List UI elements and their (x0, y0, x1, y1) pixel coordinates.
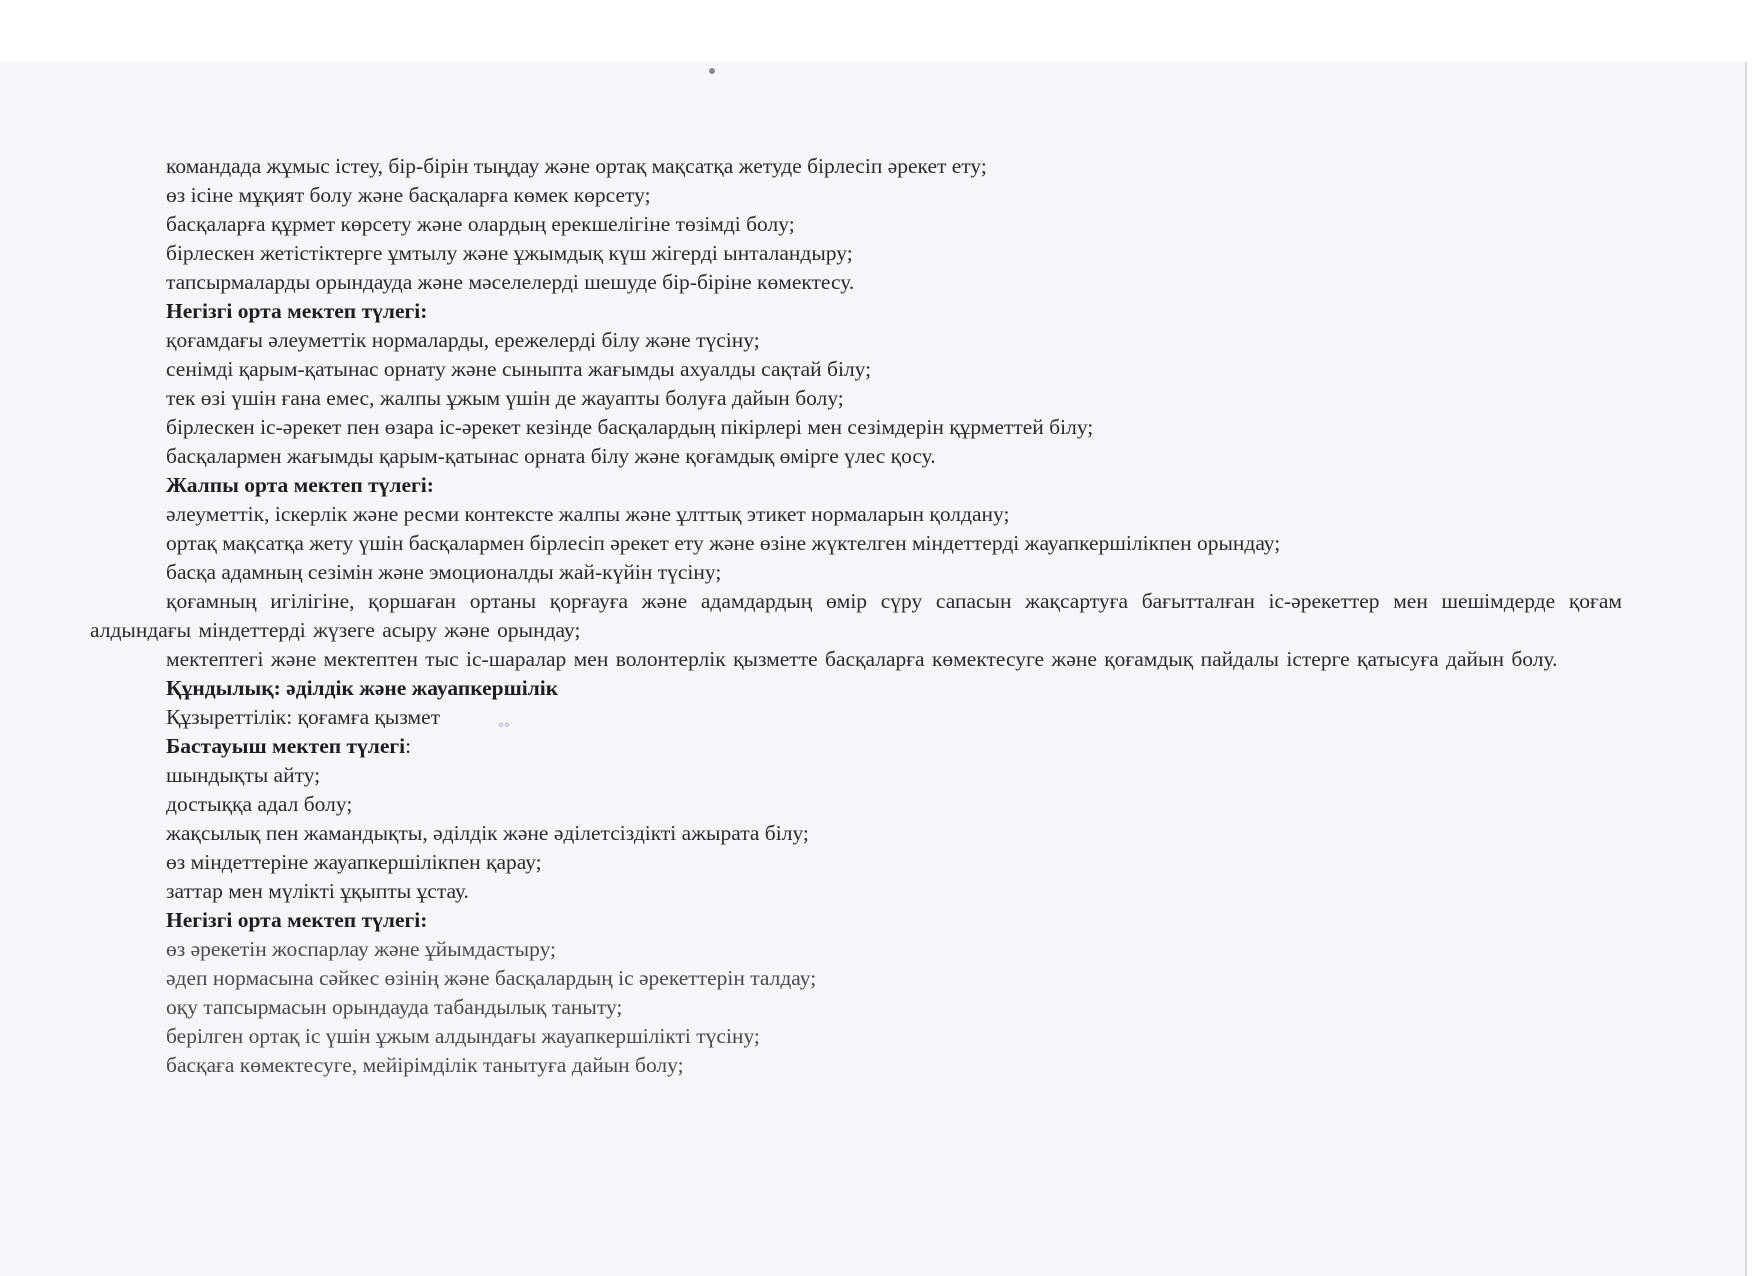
list-item: тек өзі үшін ғана емес, жалпы ұжым үшін де жауапты болуға дайын болу; (166, 386, 844, 410)
list-item: оқу тапсырмасын орындауда табандылық таныту; (166, 995, 623, 1019)
list-item: өз әрекетін жоспарлау және ұйымдастыру; (166, 937, 557, 961)
competence-line: Құзыреттілік: қоғамға қызмет (166, 705, 441, 729)
section-heading: Негізгі орта мектеп түлегі: (166, 299, 428, 323)
list-item: бірлескен іс-әрекет пен өзара іс-әрекет кезінде басқалардың пікірлері мен сезімдерін құрметтей білу; (166, 415, 1094, 439)
list-item: басқаға көмектесуге, мейірімділік танытуға дайын болу; (166, 1053, 684, 1077)
section-basic-school-list (90, 326, 1622, 471)
list-item: сенімді қарым-қатынас орнату және сыныпта жағымды ахуалды сақтай білу; (166, 357, 872, 381)
section-heading (90, 732, 1622, 761)
value-heading: Құндылық: әділдік және жауапкершілік (166, 676, 559, 700)
paragraph: қоғамның игілігіне, қоршаған ортаны қорғауға және адамдардың өмір сүру сапасын жақсартуға бағытталған іс-әрекеттер мен шешімдерде қоғам алдындағы міндеттерді жүзеге асыру және орындау; (90, 589, 1622, 642)
ink-mark: ˚˚ (498, 720, 510, 740)
scan-top-margin (0, 0, 1755, 62)
list-item: тапсырмаларды орындауда және мәселелерді шешуде бір-біріне көмектесу. (166, 270, 855, 294)
list-item: қоғамдағы әлеуметтік нормаларды, ережелерді білу және түсіну; (166, 328, 760, 352)
list-item: басқа адамның сезімін және эмоционалды жай-күйін түсіну; (166, 560, 722, 584)
list-item: ортақ мақсатқа жету үшін басқалармен бірлесіп әрекет ету және өзіне жүктелген міндеттерді жауапкершілікпен орындау; (166, 531, 1281, 555)
list-item: өз міндеттеріне жауапкершілікпен қарау; (166, 850, 542, 874)
scan-speck (709, 68, 715, 74)
document-body (90, 152, 1622, 1080)
section-general-school-paragraphs (90, 587, 1622, 674)
list-item: өз ісіне мұқият болу және басқаларға көмек көрсету; (166, 183, 651, 207)
list-item: командада жұмыс істеу, бір-бірін тыңдау және ортақ мақсатқа жетуде бірлесіп әрекет ету; (166, 154, 987, 178)
list-item: әлеуметтік, іскерлік және ресми контексте жалпы және ұлттық этикет нормаларын қолдану; (166, 502, 1010, 526)
list-item: әдеп нормасына сәйкес өзінің және басқалардың іс әрекеттерін талдау; (166, 966, 817, 990)
section-heading: Негізгі орта мектеп түлегі: (166, 908, 428, 932)
list-item: шындықты айту; (166, 763, 321, 787)
heading-suffix: : (405, 734, 412, 758)
section-heading: Жалпы орта мектеп түлегі: (166, 473, 434, 497)
section-basic-school-list-2 (90, 935, 1622, 1080)
list-item: жақсылық пен жамандықты, әділдік және әділетсіздікті ажырата білу; (166, 821, 809, 845)
list-item: бірлескен жетістіктерге ұмтылу және ұжымдық күш жігерді ынталандыру; (166, 241, 853, 265)
section-general-school-list (90, 500, 1622, 587)
list-item: достыққа адал болу; (166, 792, 353, 816)
section-teamwork-list (90, 152, 1622, 297)
list-item: берілген ортақ іс үшін ұжым алдындағы жауапкершілікті түсіну; (166, 1024, 760, 1048)
heading-text: Бастауыш мектеп түлегі (166, 734, 406, 758)
list-item: басқалармен жағымды қарым-қатынас орната білу және қоғамдық өмірге үлес қосу. (166, 444, 936, 468)
section-primary-school-list (90, 761, 1622, 906)
list-item: басқаларға құрмет көрсету және олардың ерекшелігіне төзімді болу; (166, 212, 795, 236)
list-item: заттар мен мүлікті ұқыпты ұстау. (166, 879, 469, 903)
paragraph: мектептегі және мектептен тыс іс-шаралар мен волонтерлік қызметте басқаларға көмектесуге және қоғамдық пайдалы істерге қатысуға дайын болу. (166, 647, 1558, 671)
